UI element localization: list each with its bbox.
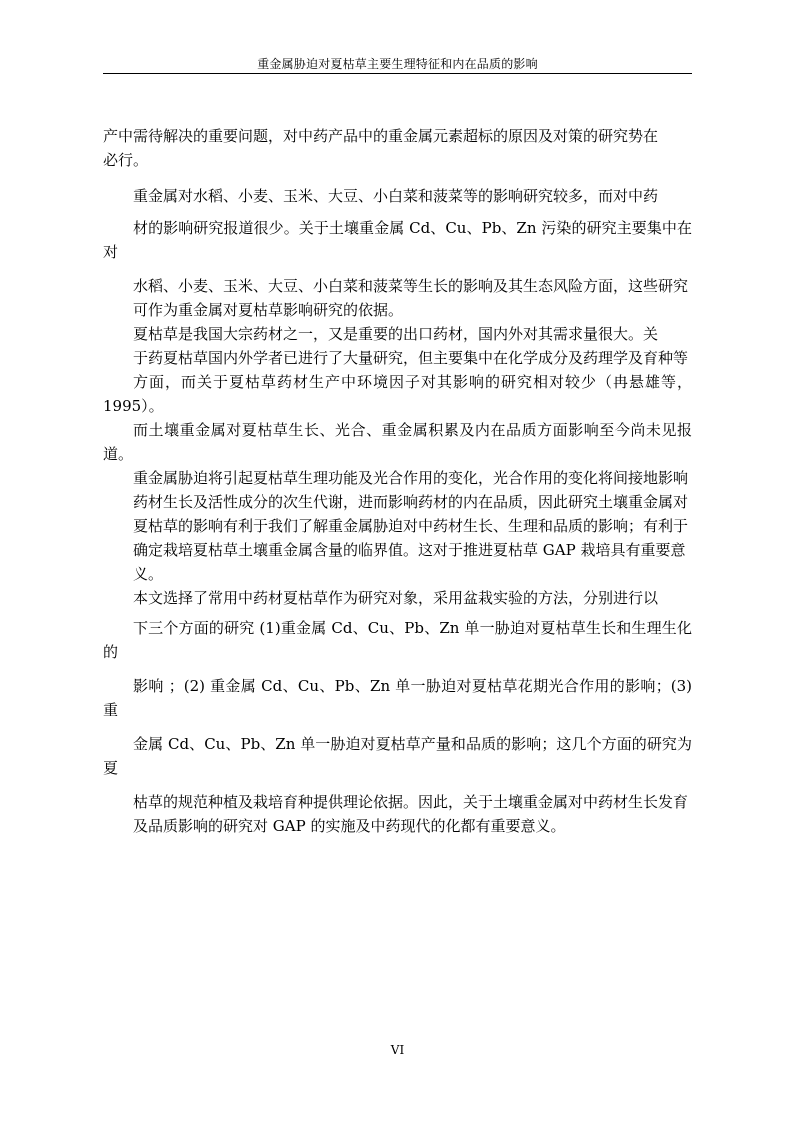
text-line: 而土壤重金属对夏枯草生长、光合、重金属积累及内在品质方面影响至今尚未见报道。 — [103, 421, 692, 463]
text-line: 夏枯草是我国大宗药材之一，又是重要的出口药材，国内外对其需求量很大。关 — [133, 325, 659, 343]
text-line: 材的影响研究报道很少。关于土壤重金属 Cd、Cu、Pb、Zn 污染的研究主要集中在对 — [103, 219, 692, 261]
text-line: 必行。 — [103, 151, 149, 169]
text-line: 确定栽培夏枯草土壤重金属含量的临界值。这对于推进夏枯草 GAP 栽培具有重要意 — [133, 541, 686, 559]
body-text — [103, 124, 692, 838]
paragraph-3 — [103, 322, 692, 586]
text-line: 金属 Cd、Cu、Pb、Zn 单一胁迫对夏枯草产量和品质的影响；这几个方面的研究为夏 — [103, 735, 692, 777]
text-line: 药材生长及活性成分的次生代谢，进而影响药材的内在品质，因此研究土壤重金属对 — [133, 493, 689, 511]
text-line: 枯草的规范种植及栽培育种提供理论依据。因此，关于土壤重金属对中药材生长发育 — [133, 793, 689, 811]
text-line: 重金属胁迫将引起夏枯草生理功能及光合作用的变化，光合作用的变化将间接地影响 — [133, 469, 689, 487]
text-line: 重金属对水稻、小麦、玉米、大豆、小白菜和菠菜等的影响研究较多，而对中药 — [133, 187, 659, 205]
text-line: 下三个方面的研究 (1)重金属 Cd、Cu、Pb、Zn 单一胁迫对夏枯草生长和生理生化的 — [103, 619, 692, 661]
page-number: VI — [390, 1043, 405, 1057]
text-line: 产中需待解决的重要问题，对中药产品中的重金属元素超标的原因及对策的研究势在 — [103, 127, 659, 145]
running-header: 重金属胁迫对夏枯草主要生理特征和内在品质的影响 — [257, 57, 538, 71]
text-line: 水稻、小麦、玉米、大豆、小白菜和菠菜等生长的影响及其生态风险方面，这些研究 — [133, 277, 689, 295]
text-line: 方面，而关于夏枯草药材生产中环境因子对其影响的研究相对较少（冉悬雄等，1995）。 — [103, 373, 692, 415]
text-line: 夏枯草的影响有利于我们了解重金属胁迫对中药材生长、生理和品质的影响；有利于 — [133, 517, 689, 535]
header-rule — [103, 73, 692, 74]
text-line: 于药夏枯草国内外学者已进行了大量研究，但主要集中在化学成分及药理学及育种等 — [133, 349, 689, 367]
paragraph-2 — [103, 184, 692, 322]
text-line: 义。 — [133, 565, 164, 583]
text-line: 影响 ；(2) 重金属 Cd、Cu、Pb、Zn 单一胁迫对夏枯草花期光合作用的影响；(3) 重 — [103, 677, 692, 719]
text-line: 可作为重金属对夏枯草影响研究的依据。 — [133, 301, 404, 319]
text-line: 本文选择了常用中药材夏枯草作为研究对象，采用盆栽实验的方法，分别进行以 — [133, 589, 659, 607]
paragraph-4 — [103, 586, 692, 838]
paragraph-1 — [103, 124, 692, 172]
text-line: 及品质影响的研究对 GAP 的实施及中药现代的化都有重要意义。 — [133, 817, 566, 835]
